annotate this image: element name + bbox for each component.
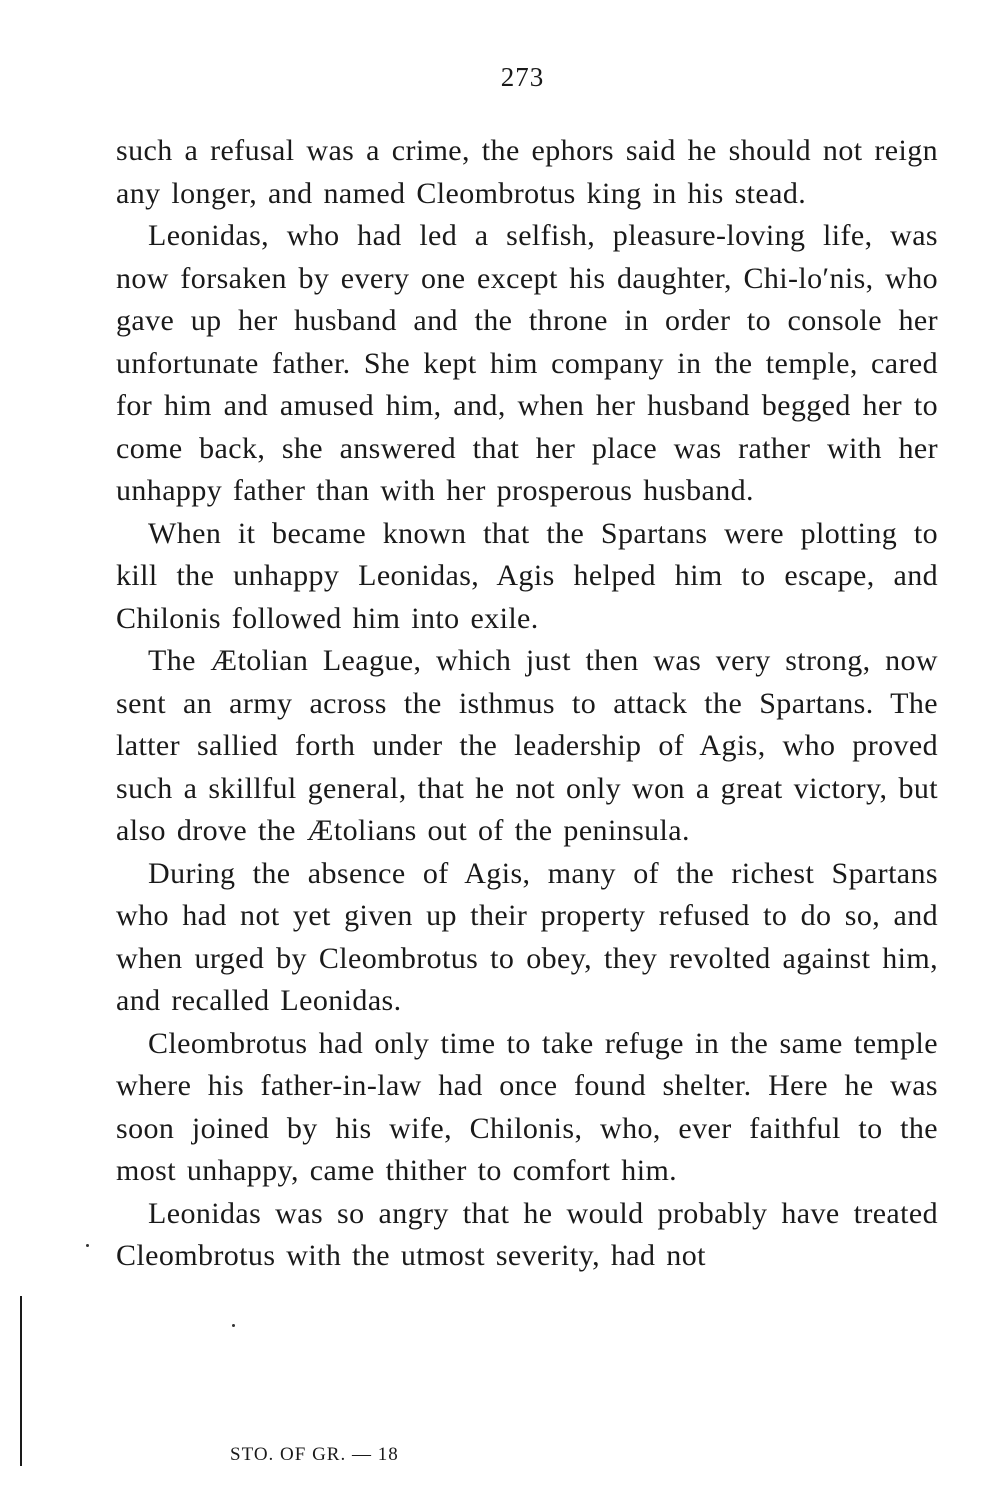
body-text bbox=[116, 130, 938, 1278]
scan-speck bbox=[232, 1324, 235, 1327]
paragraph-5: During the absence of Agis, many of the richest Spartans who had not yet given up their property refused to do so, and when urged by Cleombrotus to obey, they revolted against him, and recalled Leonidas. bbox=[116, 856, 938, 1017]
paragraph-4: The Ætolian League, which just then was very strong, now sent an army across the isthmus to attack the Spartans. The latter sallied forth under the leadership of Agis, who proved such a skillful general, that he not only won a great victory, but also drove the Ætolians out of the peninsula. bbox=[116, 644, 938, 847]
scan-speck bbox=[86, 1244, 89, 1247]
paragraph-2: Leonidas, who had led a selfish, pleasure-loving life, was now forsaken by every one except his daughter, Chi-lo′nis, who gave up her husband and the throne in order to console her unfortunate father. She kept him company in the temple, cared for him and amused him, and, when her husband begged her to come back, she answered that her place was rather with her unhappy father than with her prosperous husband. bbox=[116, 219, 938, 507]
paragraph-7: Leonidas was so angry that he would probably have treated Cleombrotus with the utmost severity, had not bbox=[116, 1196, 938, 1272]
paragraph-1: such a refusal was a crime, the ephors said he should not reign any longer, and named Cleombrotus king in his stead. bbox=[116, 134, 938, 210]
page-number: 273 bbox=[500, 62, 545, 92]
printer-signature: STO. OF GR. — 18 bbox=[230, 1444, 399, 1465]
paragraph-6: Cleombrotus had only time to take refuge in the same temple where his father-in-law had once found shelter. Here he was soon joined by his wife, Chilonis, who, ever faithful to the most unhappy, came thither to comfort him. bbox=[116, 1026, 938, 1187]
margin-scan-line bbox=[20, 1296, 22, 1466]
paragraph-3: When it became known that the Spartans were plotting to kill the unhappy Leonidas, Agis helped him to escape, and Chilonis followed him into exile. bbox=[116, 516, 938, 635]
